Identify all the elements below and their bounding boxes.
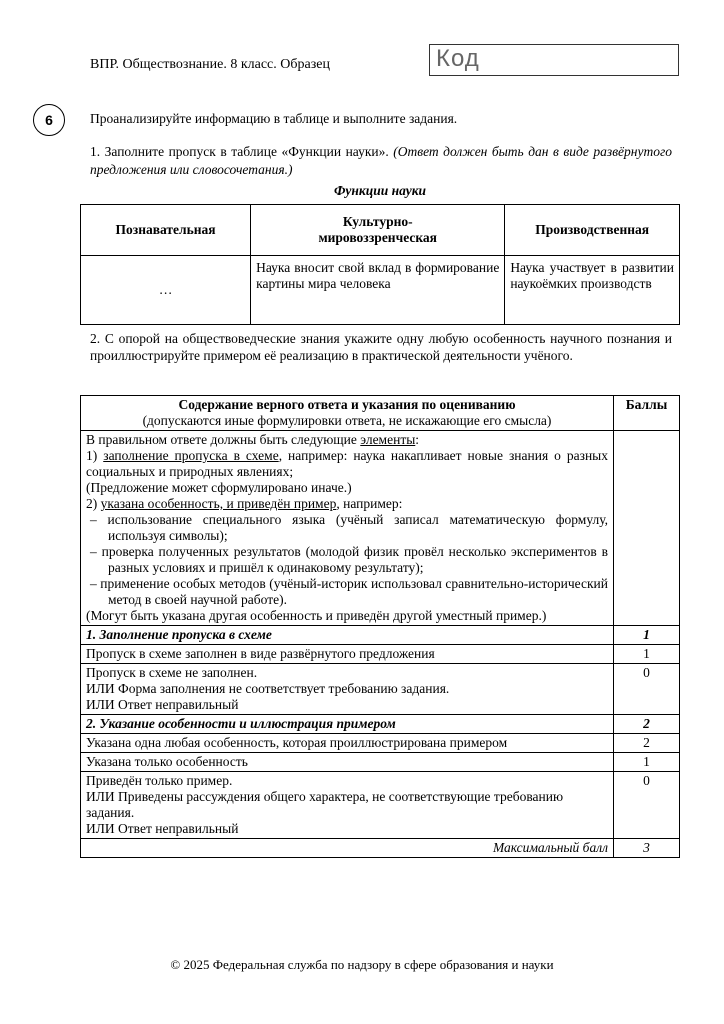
table-header-cultural: Культурно-мировоззренческая bbox=[251, 205, 505, 256]
table-row bbox=[81, 626, 680, 645]
exam-title: ВПР. Обществознание. 8 класс. Образец bbox=[90, 57, 330, 72]
criterion-2-row-0: Приведён только пример. ИЛИ Приведены рассуждения общего характера, не соответствующие требованию задания. ИЛИ Ответ неправильный bbox=[81, 772, 614, 839]
criterion-2-row-1-points: 1 bbox=[614, 753, 680, 772]
task-intro: Проанализируйте информацию в таблице и выполните задания. bbox=[90, 111, 458, 126]
criterion-1-points: 1 bbox=[614, 626, 680, 645]
table-row bbox=[81, 734, 680, 753]
code-box bbox=[429, 44, 679, 76]
max-score-label: Максимальный балл bbox=[81, 839, 614, 858]
table-cell-blank: … bbox=[81, 256, 251, 325]
table-row bbox=[81, 645, 680, 664]
max-score-value: 3 bbox=[614, 839, 680, 858]
answer-header-sub: (допускаются иные формулировки ответа, не искажающие его смысла) bbox=[142, 413, 552, 428]
criterion-2-points: 2 bbox=[614, 715, 680, 734]
footer: © 2025 Федеральная служба по надзору в сфере образования и науки bbox=[170, 957, 554, 972]
points-empty bbox=[614, 431, 680, 626]
criterion-1-row-0: Пропуск в схеме не заполнен. ИЛИ Форма заполнения не соответствует требованию задания. ИЛИ Ответ неправильный bbox=[81, 664, 614, 715]
points-header: Баллы bbox=[614, 396, 680, 431]
example-dash-3: – применение особых методов (учёный-историк использовал сравнительно-исторический метод в своей научной работе). bbox=[90, 576, 608, 607]
table-header-cognitive: Познавательная bbox=[81, 205, 251, 256]
answer-table-header bbox=[81, 396, 614, 431]
example-dash-2: – проверка полученных результатов (молодой физик провёл несколько экспериментов в разных условиях и пришёл к одинаковому результату); bbox=[90, 544, 608, 575]
criterion-1-title: 1. Заполнение пропуска в схеме bbox=[81, 626, 614, 645]
criterion-2-title: 2. Указание особенности и иллюстрация примером bbox=[81, 715, 614, 734]
answer-header-main: Содержание верного ответа и указания по оцениванию bbox=[178, 397, 516, 412]
criterion-2-row-2: Указана одна любая особенность, которая проиллюстрирована примером bbox=[81, 734, 614, 753]
criterion-1-row-0-points: 0 bbox=[614, 664, 680, 715]
question-1-text: 1. Заполните пропуск в таблице «Функции науки». bbox=[90, 144, 389, 159]
table-row bbox=[81, 753, 680, 772]
answer-item-1: 1) заполнение пропуска в схеме, например: наука накапливает новые знания о разных социальных и природных явлениях; bbox=[86, 448, 608, 479]
question-2: 2. С опорой на обществоведческие знания укажите одну любую особенность научного познания и проиллюстрируйте примером её реализацию в практической деятельности учёного. bbox=[90, 331, 672, 363]
answer-item-2: 2) указана особенность, и приведён пример, например: bbox=[86, 496, 403, 511]
criterion-1-row-1: Пропуск в схеме заполнен в виде развёрнутого предложения bbox=[81, 645, 614, 664]
criterion-2-row-2-points: 2 bbox=[614, 734, 680, 753]
code-label: Код bbox=[436, 45, 480, 72]
table-row bbox=[81, 839, 680, 858]
table-cell-cultural: Наука вносит свой вклад в формирование картины мира человека bbox=[251, 256, 505, 325]
answer-note-1: (Предложение может сформулировано иначе.) bbox=[86, 480, 352, 495]
criterion-2-row-0-points: 0 bbox=[614, 772, 680, 839]
table-header-production: Производственная bbox=[505, 205, 680, 256]
question-1 bbox=[90, 143, 672, 179]
question-1-note: (Ответ должен быть дан в виде развёрнутого предложения или словосочетания.) bbox=[90, 144, 672, 177]
table-cell-production: Наука участвует в развитии наукоёмких производств bbox=[505, 256, 680, 325]
answer-note-2: (Могут быть указана другая особенность и приведён другой уместный пример.) bbox=[86, 608, 547, 623]
functions-table bbox=[80, 204, 680, 325]
table-row bbox=[81, 715, 680, 734]
table-row bbox=[81, 772, 680, 839]
functions-table-title: Функции науки bbox=[333, 183, 427, 198]
criterion-1-row-1-points: 1 bbox=[614, 645, 680, 664]
answer-content bbox=[81, 431, 614, 626]
answer-table bbox=[80, 395, 680, 858]
criterion-2-row-1: Указана только особенность bbox=[81, 753, 614, 772]
example-dash-1: – использование специального языка (учёный записал математическую формулу, используя символы); bbox=[90, 512, 608, 543]
task-number-badge: 6 bbox=[33, 104, 65, 136]
answer-line-1: В правильном ответе должны быть следующие элементы: bbox=[86, 432, 420, 447]
table-row bbox=[81, 664, 680, 715]
